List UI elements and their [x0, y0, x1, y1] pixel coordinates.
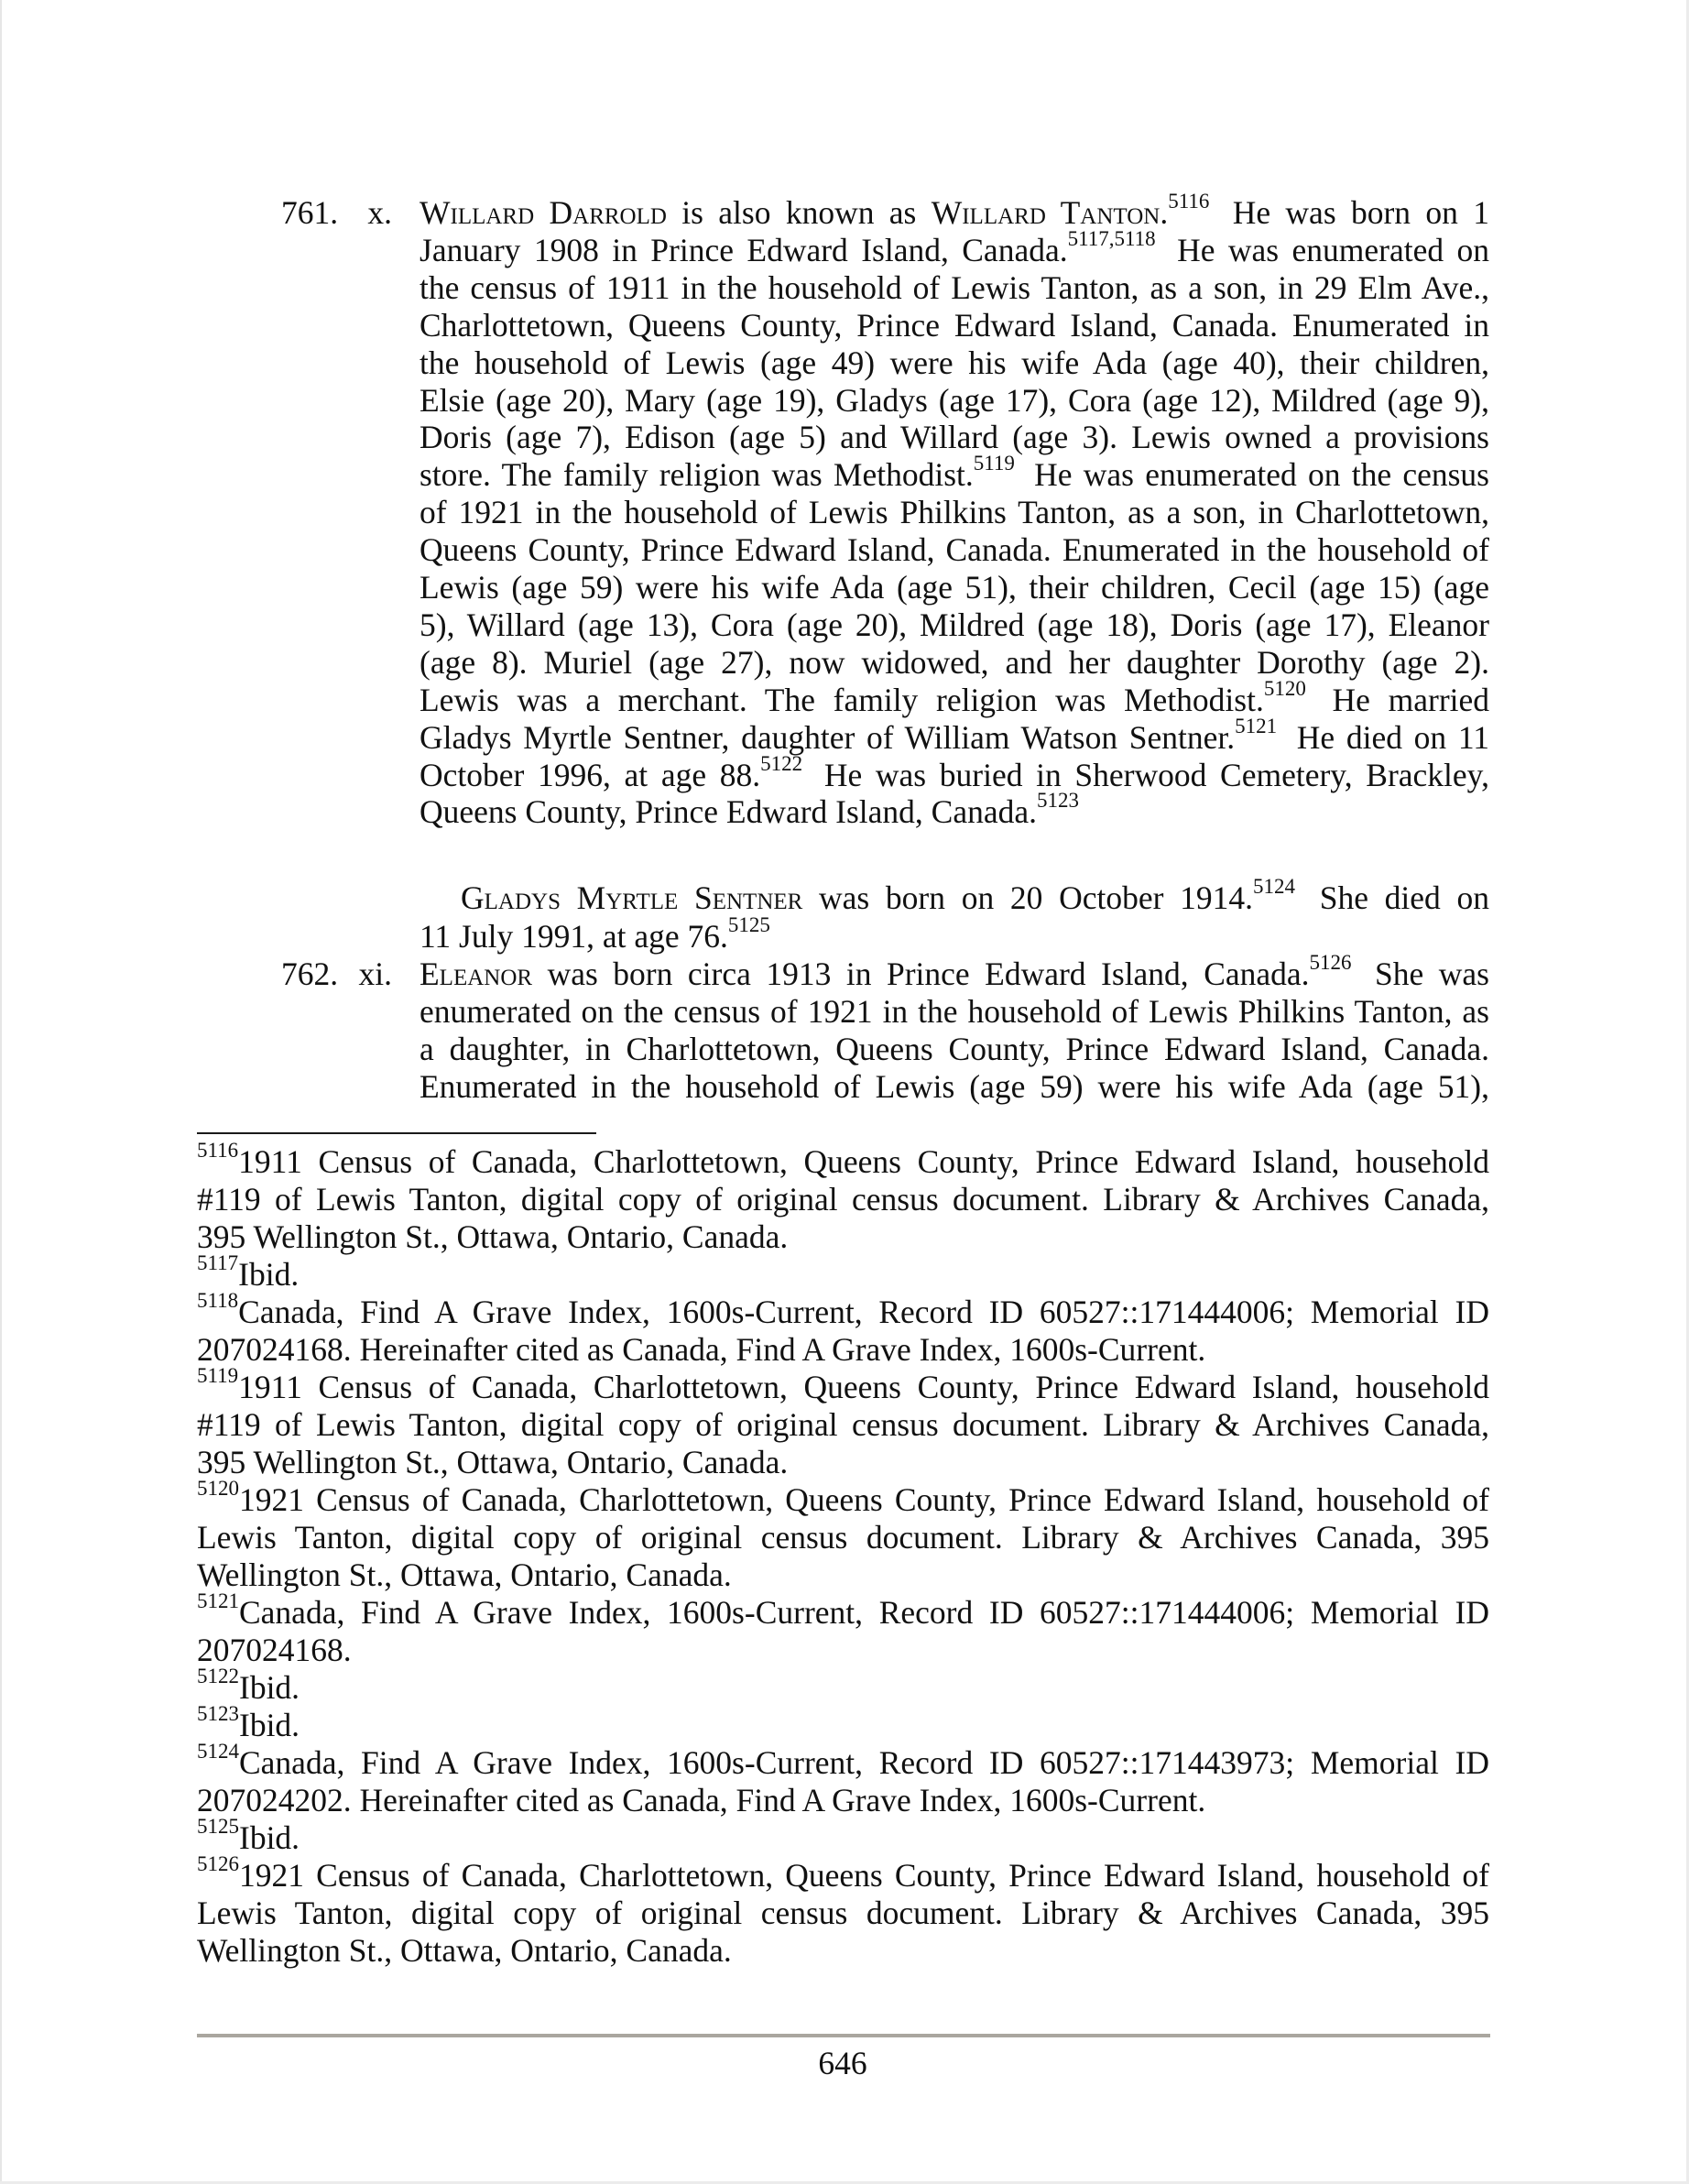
text-run: store. The family religion was Methodist.: [420, 456, 974, 493]
footnote-text: 1911 Census of Canada, Charlottetown, Queens County, Prince Edward Island, household: [238, 1143, 1489, 1180]
footnote-line: [197, 1895, 1489, 1932]
text-run: Elsie (age 20), Mary (age 19), Gladys (age 17), Cora (age 12), Mildred (age 9),: [420, 382, 1489, 419]
footnote-number: 5125: [197, 1815, 239, 1838]
text-line: [420, 789, 1489, 831]
footnote-number: 5122: [197, 1665, 239, 1687]
text-run: enumerated on the census of 1921 in the household of Lewis Philkins Tanton, as: [420, 993, 1489, 1030]
footnote-line: [197, 1181, 1489, 1218]
text-line: [420, 1068, 1489, 1106]
text-line: [420, 344, 1489, 382]
footnote-ref: 5120: [1263, 677, 1306, 700]
footnote-separator: [197, 1132, 596, 1134]
footnote-number: 5124: [197, 1740, 239, 1763]
footnote-line: [197, 1406, 1489, 1444]
footnote-text: Ibid.: [239, 1819, 300, 1856]
footnote-ref: 5119: [973, 452, 1015, 475]
text-run: Doris (age 7), Edison (age 5) and Willard (age 3). Lewis owned a provisions: [420, 419, 1489, 455]
footnote-line: [197, 1852, 1489, 1895]
footnote-number: 5119: [197, 1364, 239, 1387]
entry-child-numeral: x.: [367, 194, 392, 231]
text-run: He died on 11: [1296, 719, 1489, 756]
text-run: Lewis (age 59) were his wife Ada (age 51), their children, Cecil (age 15) (age: [420, 569, 1489, 606]
text-run: was born on 20 October 1914.: [802, 879, 1254, 916]
text-run: of 1921 in the household of Lewis Philkins Tanton, as a son, in Charlottetown,: [420, 494, 1489, 530]
footnote-line: [197, 1519, 1489, 1556]
footnote-text: 207024202. Hereinafter cited as Canada, Find A Grave Index, 1600s-Current.: [197, 1782, 1206, 1818]
page-edge: [0, 0, 2, 2184]
footnote-ref: 5122: [760, 752, 803, 775]
text-run: is also known as: [666, 194, 932, 231]
entry-number: 762.: [281, 956, 339, 992]
text-run: She was: [1375, 956, 1489, 992]
footnote-line: [197, 1589, 1489, 1632]
entry-child-numeral: xi.: [358, 956, 392, 992]
footnote-text: #119 of Lewis Tanton, digital copy of original census document. Library & Archives Canada,: [197, 1181, 1489, 1218]
entry-number: 761.: [281, 194, 339, 231]
text-run: Gladys Myrtle Sentner, daughter of William Watson Sentner.: [420, 719, 1236, 756]
text-line: [420, 569, 1489, 606]
text-run: He was buried in Sherwood Cemetery, Brackley,: [823, 757, 1489, 793]
footnote-ref: 5116: [1168, 190, 1210, 213]
page-number: 646: [818, 2045, 867, 2081]
text-line: [420, 752, 1489, 794]
footnote-text: Ibid.: [238, 1256, 300, 1293]
text-line: [420, 419, 1489, 456]
footnote-line: [197, 1782, 1489, 1819]
footnote-line: [197, 1665, 1489, 1707]
text-line: [420, 993, 1489, 1031]
name-small-caps: Willard Tanton: [931, 194, 1161, 231]
footnote-line: [197, 1740, 1489, 1782]
footnote-text: Canada, Find A Grave Index, 1600s-Current, Record ID 60527::171444006; Memorial ID: [239, 1594, 1489, 1631]
footnote-number: 5117: [197, 1251, 239, 1274]
text-line: [420, 715, 1489, 757]
footnote-number: 5121: [197, 1589, 239, 1612]
footnote-line: [197, 1632, 1489, 1669]
footnote-text: 1921 Census of Canada, Charlottetown, Queens County, Prince Edward Island, household of: [239, 1857, 1489, 1894]
name-small-caps: Willard Darrold: [420, 194, 667, 231]
text-line: [420, 494, 1489, 531]
text-run: .: [1160, 194, 1169, 231]
footnote-number: 5126: [197, 1852, 239, 1875]
footnote-ref: 5123: [1037, 789, 1079, 812]
text-line: [420, 382, 1489, 420]
text-run: She died on: [1319, 879, 1490, 916]
footnote-ref: 5125: [727, 913, 770, 936]
footnote-ref: 5121: [1235, 715, 1278, 737]
footnote-line: [197, 1444, 1489, 1481]
text-line: [420, 190, 1489, 232]
footnote-text: Wellington St., Ottawa, Ontario, Canada.: [197, 1556, 732, 1593]
text-run: a daughter, in Charlottetown, Queens County, Prince Edward Island, Canada.: [420, 1031, 1489, 1067]
text-run: 11 July 1991, at age 76.: [420, 918, 728, 955]
text-line: [420, 452, 1489, 494]
text-run: was born circa 1913 in Prince Edward Island, Canada.: [532, 956, 1310, 992]
text-run: the household of Lewis (age 49) were his wife Ada (age 40), their children,: [420, 344, 1489, 381]
footnote-text: 1911 Census of Canada, Charlottetown, Queens County, Prince Edward Island, household: [238, 1369, 1489, 1405]
text-run: the census of 1911 in the household of Lewis Tanton, as a son, in 29 Elm Ave.,: [420, 269, 1489, 306]
name-small-caps: Gladys Myrtle Sentner: [461, 879, 803, 916]
footnote-text: 395 Wellington St., Ottawa, Ontario, Canada.: [197, 1218, 789, 1255]
text-run: Charlottetown, Queens County, Prince Edward Island, Canada. Enumerated in: [420, 307, 1489, 344]
text-run: (age 8). Muriel (age 27), now widowed, and her daughter Dorothy (age 2).: [420, 644, 1489, 681]
footnote-text: 207024168. Hereinafter cited as Canada, Find A Grave Index, 1600s-Current.: [197, 1331, 1206, 1368]
footnote-ref: 5126: [1309, 951, 1352, 974]
footnote-text: Ibid.: [239, 1669, 300, 1706]
footnote-line: [197, 1702, 1489, 1744]
footnote-text: 1921 Census of Canada, Charlottetown, Queens County, Prince Edward Island, household of: [239, 1481, 1489, 1518]
footnote-line: [197, 1815, 1489, 1857]
text-run: He was born on 1: [1232, 194, 1489, 231]
text-line: [420, 269, 1489, 307]
footnote-ref: 5124: [1253, 875, 1296, 898]
text-run: He married: [1332, 682, 1490, 718]
footnote-text: 207024168.: [197, 1632, 352, 1668]
text-line: [420, 307, 1489, 344]
footnote-line: [197, 1218, 1489, 1256]
footnote-text: Ibid.: [239, 1707, 300, 1743]
text-run: 5), Willard (age 13), Cora (age 20), Mildred (age 18), Doris (age 17), Eleanor: [420, 606, 1489, 643]
footnote-text: Canada, Find A Grave Index, 1600s-Current, Record ID 60527::171443973; Memorial ID: [239, 1744, 1489, 1781]
text-run: Enumerated in the household of Lewis (age 59) were his wife Ada (age 51),: [420, 1068, 1489, 1105]
text-run: Queens County, Prince Edward Island, Canada.: [420, 793, 1037, 830]
text-run: He was enumerated on: [1177, 232, 1489, 268]
footnote-text: Wellington St., Ottawa, Ontario, Canada.: [197, 1932, 732, 1969]
footnote-ref: 5117,5118: [1067, 227, 1156, 250]
text-run: January 1908 in Prince Edward Island, Canada.: [420, 232, 1068, 268]
text-line: [420, 644, 1489, 682]
footnote-line: [197, 1932, 1489, 1970]
text-line: [420, 606, 1489, 644]
footnote-line: [197, 1331, 1489, 1369]
footnote-line: [197, 1251, 1489, 1294]
text-line: [420, 951, 1489, 993]
text-run: Queens County, Prince Edward Island, Canada. Enumerated in the household of: [420, 531, 1489, 568]
footnote-line: [197, 1289, 1489, 1331]
name-small-caps: Eleanor: [420, 956, 533, 992]
text-line: [420, 1031, 1489, 1068]
footnote-text: #119 of Lewis Tanton, digital copy of original census document. Library & Archives Canada,: [197, 1406, 1489, 1443]
footnote-number: 5118: [197, 1289, 239, 1312]
footnote-number: 5120: [197, 1477, 239, 1500]
footnote-line: [197, 1364, 1489, 1406]
text-line: [420, 531, 1489, 569]
footer-rule: [197, 2034, 1490, 2037]
text-line: [420, 227, 1489, 269]
footnote-line: [197, 1556, 1489, 1594]
text-line: [420, 913, 1489, 956]
text-run: Lewis was a merchant. The family religion was Methodist.: [420, 682, 1264, 718]
footnote-text: Lewis Tanton, digital copy of original census document. Library & Archives Canada, 395: [197, 1895, 1489, 1931]
footnote-text: Lewis Tanton, digital copy of original census document. Library & Archives Canada, 395: [197, 1519, 1489, 1556]
footnote-number: 5123: [197, 1702, 239, 1725]
text-run: He was enumerated on the census: [1034, 456, 1489, 493]
text-line: [420, 677, 1490, 719]
footnote-number: 5116: [197, 1139, 239, 1162]
footnote-text: Canada, Find A Grave Index, 1600s-Current, Record ID 60527::171444006; Memorial ID: [238, 1294, 1489, 1330]
footnote-line: [197, 1139, 1489, 1181]
text-run: October 1996, at age 88.: [420, 757, 761, 793]
text-line: [461, 875, 1490, 917]
footnote-line: [197, 1477, 1489, 1519]
footnote-text: 395 Wellington St., Ottawa, Ontario, Canada.: [197, 1444, 789, 1480]
